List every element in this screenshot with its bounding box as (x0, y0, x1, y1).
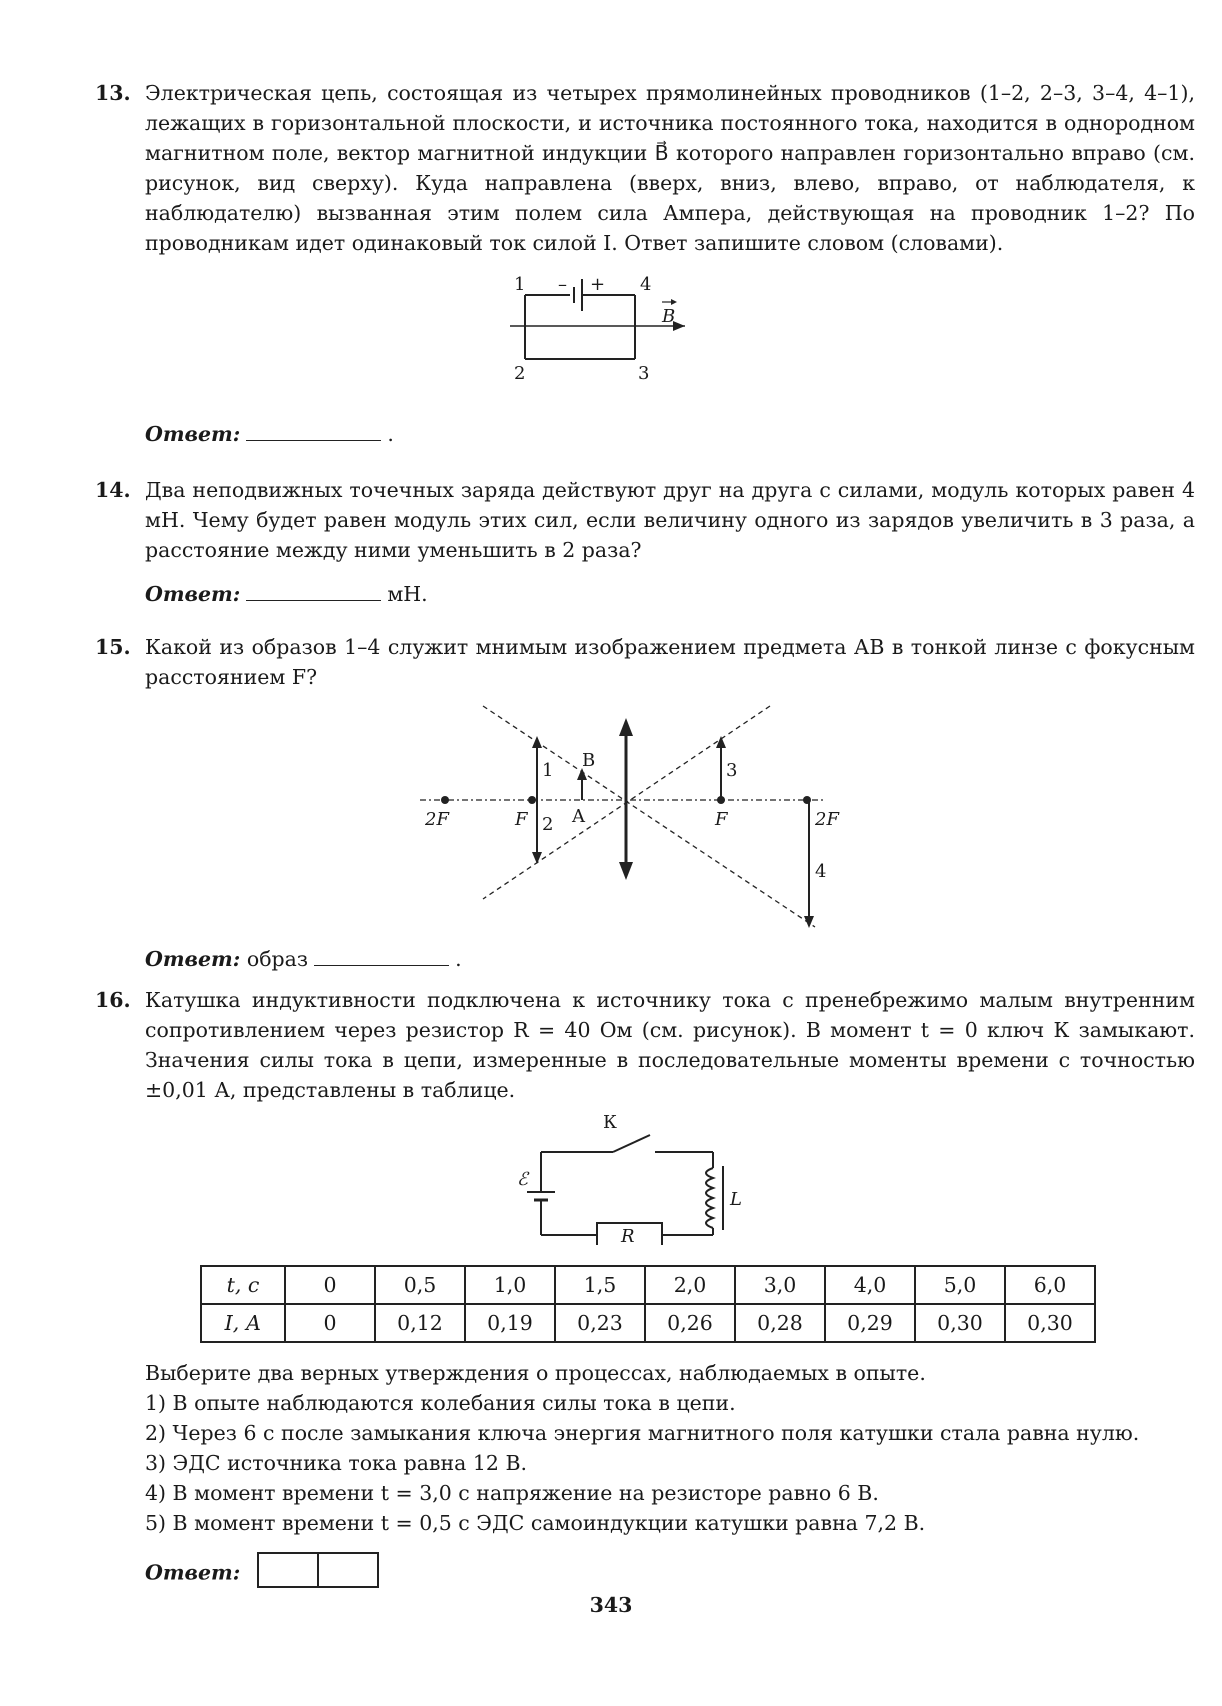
key-label: К (603, 1112, 617, 1133)
answer-boxes (257, 1552, 377, 1596)
table-cell: 3,0 (735, 1266, 825, 1304)
question-text: Катушка индуктивности подключена к источнику тока с пренебрежимо малым внутренним сопротивлением через резистор R = 40 Ом (см. рисунок). В момент t = 0 ключ К замыкают. Значения силы тока в цепи, измеренные в последовательные моменты времени с точностью ±0,01 А, представлены в таблице. (145, 988, 1195, 1102)
question-text: Какой из образов 1–4 служит мнимым изображением предмета АВ в тонкой линзе с фокусным расстоянием F? (145, 635, 1195, 689)
option-2: 2) Через 6 с после замыкания ключа энергия магнитного поля катушки стала равна нулю. (145, 1421, 1140, 1445)
question-14 (95, 475, 1195, 565)
table-cell: 2,0 (645, 1266, 735, 1304)
image-4-label: 4 (815, 861, 827, 882)
table-cell: 0,5 (375, 1266, 465, 1304)
table-cell: 0,26 (645, 1304, 735, 1342)
table-row-time (201, 1266, 1095, 1304)
emf-label: ℰ (517, 1169, 528, 1190)
resistor-label: R (621, 1226, 635, 1245)
option-3: 3) ЭДС источника тока равна 12 В. (145, 1451, 528, 1475)
point-a-label: A (572, 806, 585, 827)
minus-sign: – (558, 274, 567, 295)
left-f-label: F (515, 809, 528, 830)
answer-q15 (145, 945, 462, 971)
current-table (200, 1265, 1096, 1343)
answer-options (145, 1358, 1205, 1596)
plus-sign: + (590, 274, 606, 295)
question-number: 13. (95, 81, 131, 105)
vector-b-label: B (662, 306, 676, 327)
answer-prefix: образ (246, 947, 309, 971)
image-3-label: 3 (726, 760, 738, 781)
table-cell: 0 (285, 1266, 375, 1304)
option-5: 5) В момент времени t = 0,5 с ЭДС самоиндукции катушки равна 7,2 В. (145, 1511, 926, 1535)
table-cell: 0,19 (465, 1304, 555, 1342)
answer-box-2[interactable] (317, 1552, 379, 1588)
lens-figure-q15 (415, 700, 885, 935)
time-header: t, с (201, 1266, 285, 1304)
table-row-current (201, 1304, 1095, 1342)
point-b-label: B (582, 750, 596, 771)
answer-blank[interactable] (246, 420, 381, 441)
node-3-label: 3 (638, 363, 650, 384)
options-prompt: Выберите два верных утверждения о процессах, наблюдаемых в опыте. (145, 1361, 926, 1385)
question-text: Электрическая цепь, состоящая из четырех прямолинейных проводников (1–2, 2–3, 3–4, 4–1), лежащих в горизонтальной плоскости, и источника постоянного тока, находится в однородном магнитном поле, вектор магнитной индукции B⃗ которого направлен горизонтально вправо (см. рисунок, вид сверху). Куда направлена (вверх, вниз, влево, вправо, от наблюдателя, к наблюдателю) вызванная этим полем сила Ампера, действующая на проводник 1–2? По проводникам идет одинаковый ток силой I. Ответ запишите словом (словами). (145, 81, 1195, 255)
table-cell: 0,12 (375, 1304, 465, 1342)
answer-blank[interactable] (314, 945, 449, 966)
table-cell: 1,0 (465, 1266, 555, 1304)
image-2-label: 2 (542, 814, 554, 835)
question-13 (95, 78, 1195, 258)
table-cell: 0,29 (825, 1304, 915, 1342)
question-number: 14. (95, 478, 131, 502)
answer-q14 (145, 580, 428, 606)
table-cell: 0,30 (1005, 1304, 1095, 1342)
table-cell: 0,30 (915, 1304, 1005, 1342)
node-4-label: 4 (640, 274, 652, 295)
right-2f-label: 2F (815, 809, 839, 830)
right-f-label: F (715, 809, 728, 830)
table-cell: 0,28 (735, 1304, 825, 1342)
question-15 (95, 632, 1195, 692)
answer-label: Ответ: (145, 422, 241, 446)
answer-label: Ответ: (145, 947, 241, 971)
rl-circuit-figure-q16 (515, 1110, 765, 1245)
page-number: 343 (589, 1593, 633, 1617)
answer-unit: мН. (387, 582, 428, 606)
node-1-label: 1 (514, 274, 526, 295)
node-2-label: 2 (514, 363, 526, 384)
question-number: 16. (95, 988, 131, 1012)
answer-label: Ответ: (145, 582, 241, 606)
question-16 (95, 985, 1195, 1105)
answer-suffix: . (455, 947, 462, 971)
answer-label: Ответ: (145, 1560, 241, 1585)
table-cell: 0,23 (555, 1304, 645, 1342)
option-1: 1) В опыте наблюдаются колебания силы тока в цепи. (145, 1391, 736, 1415)
answer-box-1[interactable] (257, 1552, 319, 1588)
inductor-label: L (730, 1189, 742, 1210)
table-cell: 1,5 (555, 1266, 645, 1304)
answer-q13 (145, 420, 394, 446)
current-header: I, А (201, 1304, 285, 1342)
table-cell: 4,0 (825, 1266, 915, 1304)
circuit-figure-q13 (505, 270, 705, 385)
table-cell: 0 (285, 1304, 375, 1342)
option-4: 4) В момент времени t = 3,0 с напряжение на резисторе равно 6 В. (145, 1481, 879, 1505)
image-1-label: 1 (542, 760, 554, 781)
left-2f-label: 2F (425, 809, 449, 830)
question-text: Два неподвижных точечных заряда действуют друг на друга с силами, модуль которых равен 4 мН. Чему будет равен модуль этих сил, если величину одного из зарядов увеличить в 3 раза, а расстояние между ними уменьшить в 2 раза? (145, 478, 1195, 562)
answer-suffix: . (387, 422, 394, 446)
table-cell: 5,0 (915, 1266, 1005, 1304)
table-cell: 6,0 (1005, 1266, 1095, 1304)
answer-blank[interactable] (246, 580, 381, 601)
question-number: 15. (95, 635, 131, 659)
answer-q16 (145, 1552, 1205, 1596)
